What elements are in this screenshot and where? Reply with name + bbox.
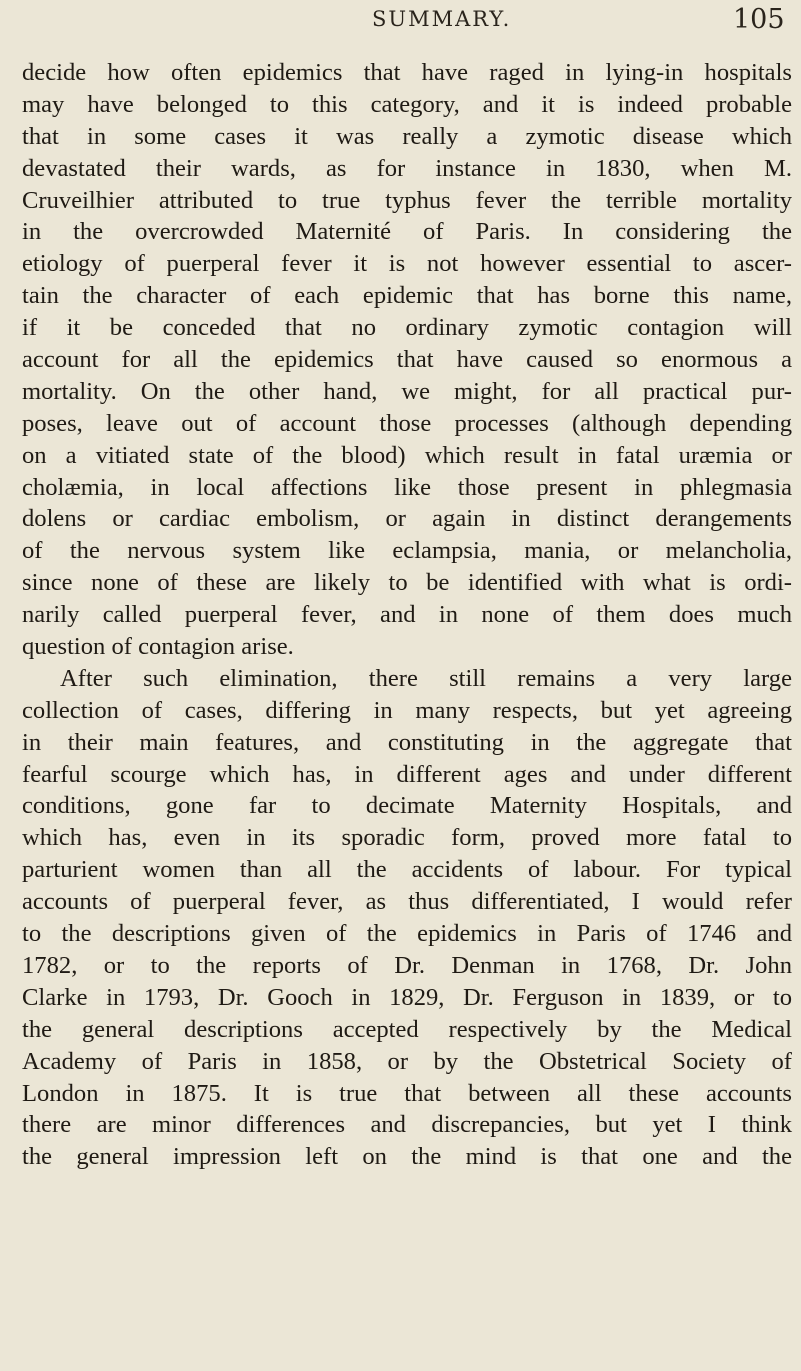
- text-line: the general impression left on the mind is that one and the: [22, 1143, 792, 1171]
- text-line: decide how often epidemics that have raged in lying-in hospitals: [22, 59, 792, 86]
- text-line: the general descriptions accepted respectively by the Medical: [22, 1015, 792, 1043]
- text-line: on a vitiated state of the blood) which result in fatal uræmia or: [22, 441, 792, 469]
- text-line: may have belonged to this category, and it is indeed probable: [22, 90, 792, 118]
- text-line: 1782, or to the reports of Dr. Denman in 1768, Dr. John: [22, 951, 792, 979]
- text-line: there are minor differences and discrepancies, but yet I think: [22, 1111, 792, 1139]
- text-line: mortality. On the other hand, we might, for all practical pur-: [22, 377, 792, 405]
- text-line: London in 1875. It is true that between all these accounts: [22, 1079, 792, 1107]
- text-line: in their main features, and constituting in the aggregate that: [22, 728, 792, 756]
- text-line: conditions, gone far to decimate Maternity Hospitals, and: [22, 792, 792, 820]
- text-line: devastated their wards, as for instance in 1830, when M.: [22, 154, 792, 182]
- text-line: Clarke in 1793, Dr. Gooch in 1829, Dr. Ferguson in 1839, or to: [22, 983, 792, 1011]
- text-line: since none of these are likely to be identified with what is ordi-: [22, 569, 792, 597]
- text-line: parturient women than all the accidents of labour. For typical: [22, 856, 792, 884]
- text-line: which has, even in its sporadic form, proved more fatal to: [22, 824, 792, 852]
- text-line: if it be conceded that no ordinary zymotic contagion will: [22, 314, 792, 342]
- text-line: tain the character of each epidemic that has borne this name,: [22, 282, 792, 310]
- body-text: [22, 57, 792, 1173]
- text-line: that in some cases it was really a zymotic disease which: [22, 122, 792, 150]
- text-line: question of contagion arise.: [22, 633, 294, 661]
- text-line: in the overcrowded Maternité of Paris. In considering the: [22, 218, 792, 246]
- page-number: 105: [733, 4, 785, 35]
- text-line: Academy of Paris in 1858, or by the Obstetrical Society of: [22, 1047, 792, 1075]
- text-line: dolens or cardiac embolism, or again in distinct derangements: [22, 505, 792, 533]
- text-line: poses, leave out of account those processes (although depending: [22, 409, 792, 437]
- text-line: of the nervous system like eclampsia, mania, or melancholia,: [22, 537, 792, 565]
- text-line: fearful scourge which has, in different ages and under different: [22, 760, 792, 788]
- text-line: cholæmia, in local affections like those present in phlegmasia: [22, 473, 792, 501]
- text-line: accounts of puerperal fever, as thus differentiated, I would refer: [22, 888, 792, 916]
- text-line: etiology of puerperal fever it is not however essential to ascer-: [22, 250, 792, 278]
- text-line: After such elimination, there still remains a very large: [60, 664, 792, 692]
- text-line: narily called puerperal fever, and in none of them does much: [22, 601, 792, 629]
- text-line: collection of cases, differing in many respects, but yet agreeing: [22, 696, 792, 724]
- running-head: [0, 4, 801, 44]
- text-line: to the descriptions given of the epidemics in Paris of 1746 and: [22, 920, 792, 948]
- text-line: account for all the epidemics that have caused so enormous a: [22, 346, 792, 374]
- running-title: SUMMARY.: [372, 7, 512, 31]
- text-line: Cruveilhier attributed to true typhus fever the terrible mortality: [22, 186, 792, 214]
